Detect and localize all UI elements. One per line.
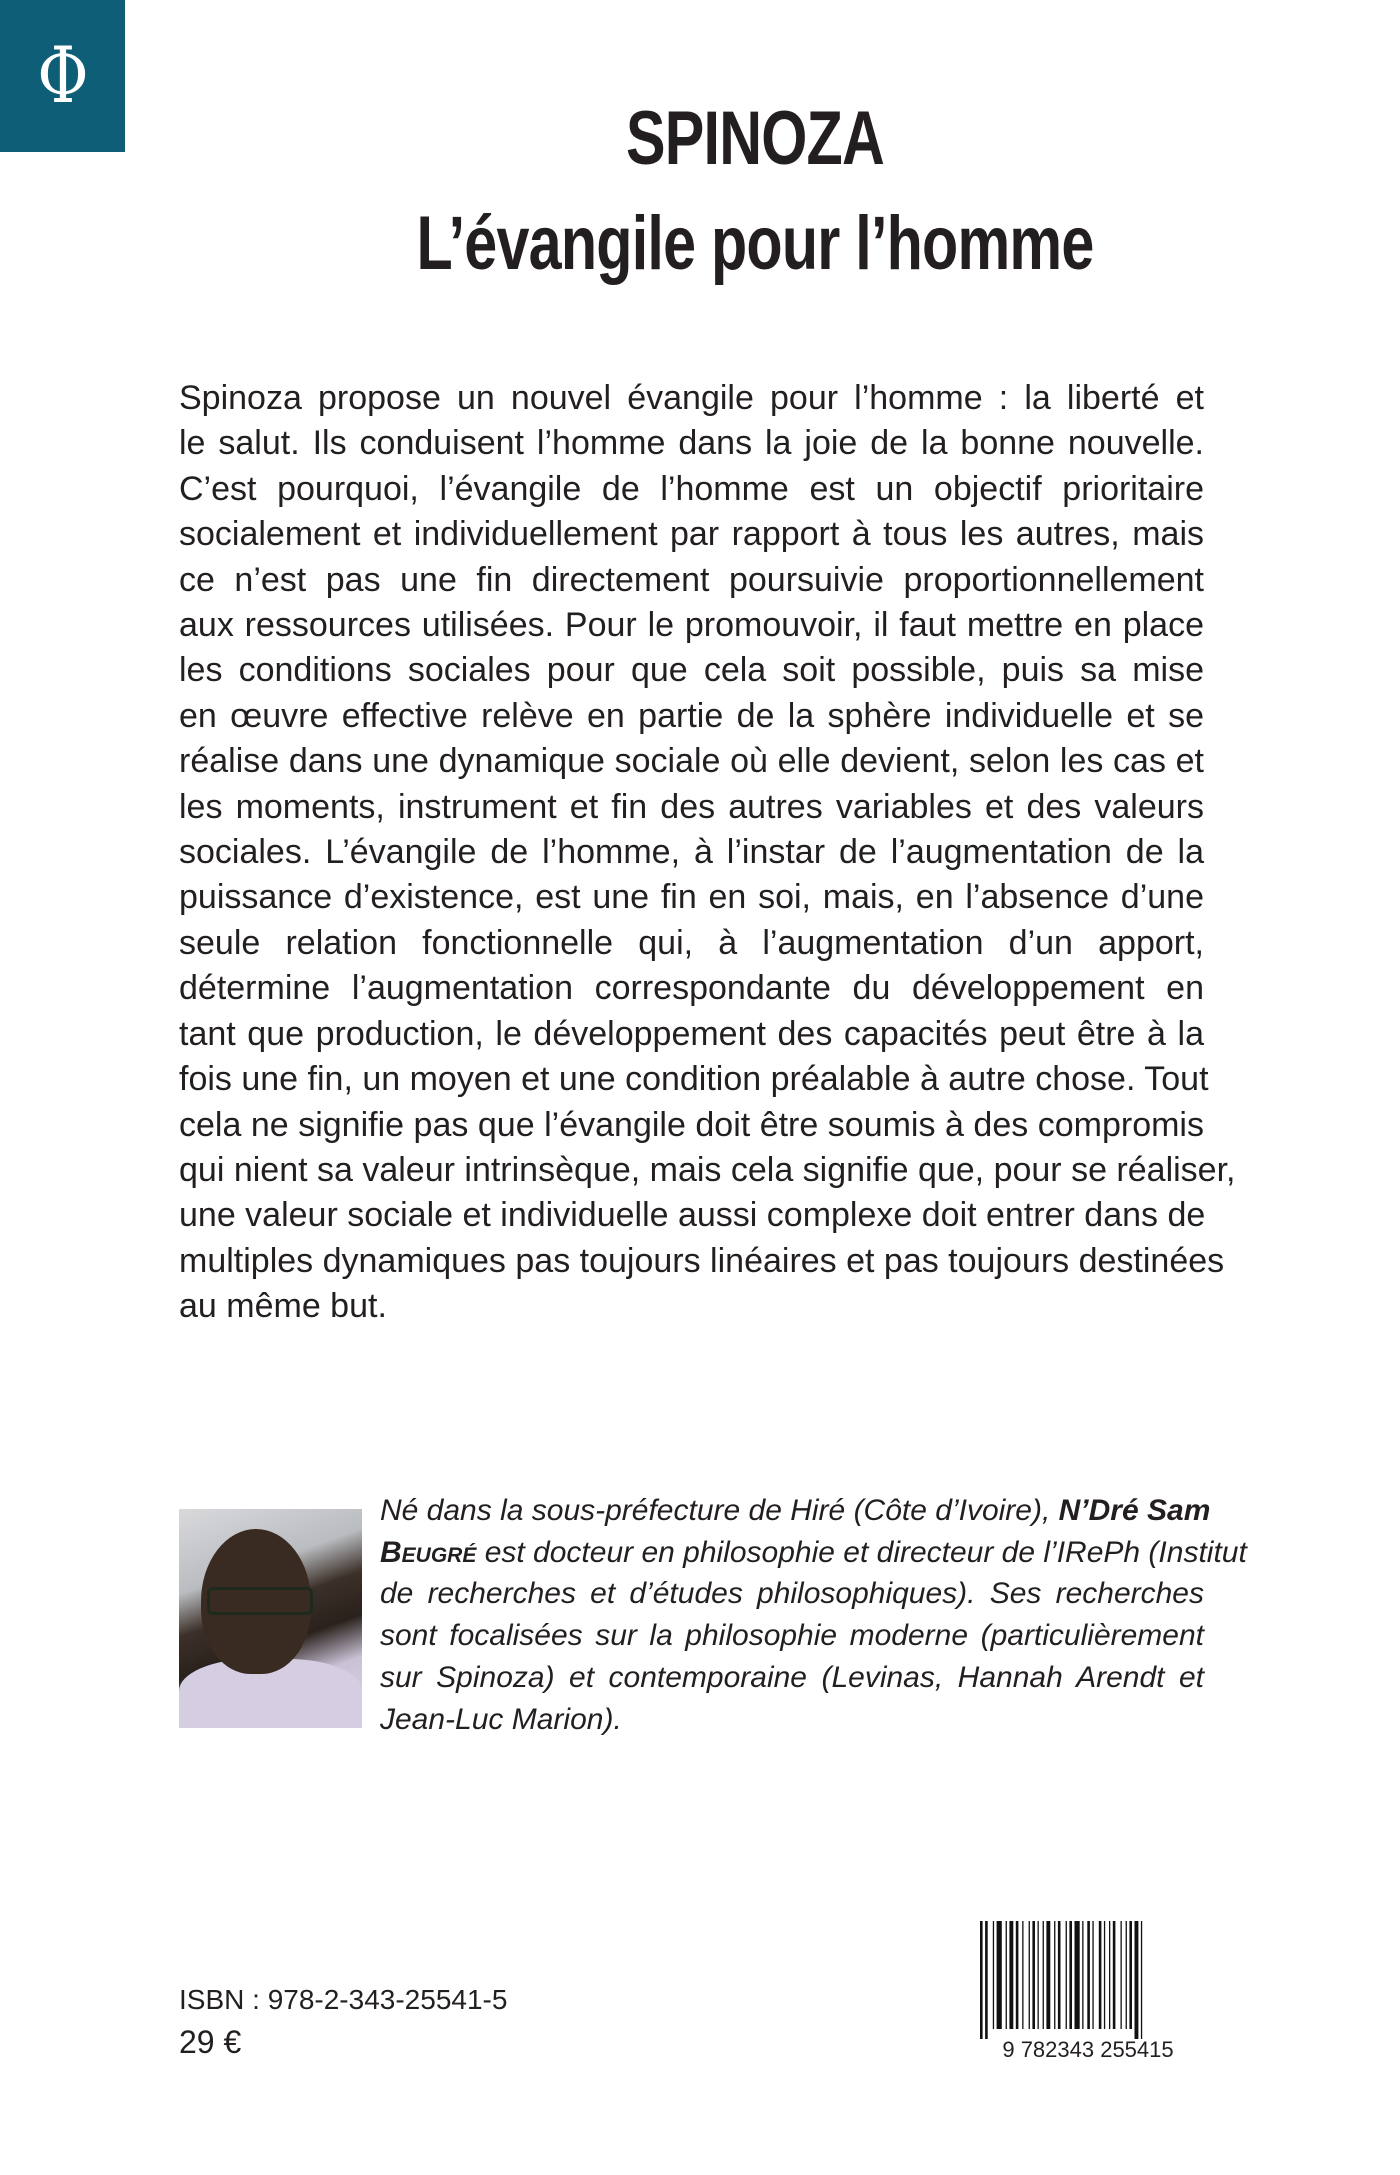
bio-text: Né dans la sous-préfecture de Hiré (Côte d’Ivoire), <box>380 1494 1059 1527</box>
bio-text: de recherches et d’études philosophiques). Ses recherches <box>380 1577 1204 1611</box>
summary-line: tant que production, le développement des capacités peut être à la <box>179 1014 1204 1053</box>
summary-line: une valeur sociale et individuelle aussi complexe doit entrer dans de <box>179 1196 1206 1235</box>
isbn: ISBN : 978-2-343-25541-5 <box>179 1984 508 2015</box>
summary-line: seule relation fonctionnelle qui, à l’augmentation d’un apport, <box>179 923 1204 962</box>
author-name: N’Dré Sam <box>1058 1494 1211 1527</box>
summary-line: réalise dans une dynamique sociale où elle devient, selon les cas et <box>179 742 1204 781</box>
barcode-digits: 9 782343 255415 <box>1002 2037 1174 2061</box>
book-title: SPINOZA <box>625 96 885 181</box>
book-subtitle: L’évangile pour l’homme <box>416 201 1094 286</box>
summary-line: fois une fin, un moyen et une condition préalable à autre chose. Tout <box>179 1060 1209 1099</box>
summary-line: ce n’est pas une fin directement poursuivie proportionnellement <box>179 560 1204 599</box>
price: 29 € <box>179 2024 242 2060</box>
summary-line: aux ressources utilisées. Pour le promouvoir, il faut mettre en place <box>179 606 1204 645</box>
bio-text: sur Spinoza) et contemporaine (Levinas, Hannah Arendt et <box>380 1660 1204 1694</box>
summary-line: cela ne signifie pas que l’évangile doit être soumis à des compromis <box>179 1105 1204 1144</box>
summary-line: Spinoza propose un nouvel évangile pour l’homme : la liberté et <box>179 379 1204 417</box>
summary-line: détermine l’augmentation correspondante du développement en <box>179 969 1204 1008</box>
barcode <box>968 1921 1208 2061</box>
summary-text <box>179 376 1236 1330</box>
bio-text: sont focalisées sur la philosophie moderne (particulièrement <box>380 1619 1204 1653</box>
summary-line: C’est pourquoi, l’évangile de l’homme est un objectif prioritaire <box>179 469 1204 508</box>
summary-line: les moments, instrument et fin des autres variables et des valeurs <box>179 787 1204 826</box>
bio-text: Jean-Luc Marion). <box>380 1702 622 1736</box>
summary-line: les conditions sociales pour que cela soit possible, puis sa mise <box>179 651 1204 690</box>
summary-line: puissance d’existence, est une fin en soi, mais, en l’absence d’une <box>179 878 1204 917</box>
publisher-logo <box>0 0 125 152</box>
summary-line: au même but. <box>179 1287 387 1326</box>
phi-logo-icon: Φ <box>36 31 89 121</box>
author-photo <box>179 1509 362 1728</box>
summary-line: socialement et individuellement par rapport à tous les autres, mais <box>179 515 1204 554</box>
summary-line: qui nient sa valeur intrinsèque, mais cela signifie que, pour se réaliser, <box>179 1150 1236 1189</box>
summary-line: en œuvre effective relève en partie de la sphère individuelle et se <box>179 696 1204 735</box>
author-bio <box>380 1490 1247 1740</box>
summary-line: le salut. Ils conduisent l’homme dans la joie de la bonne nouvelle. <box>179 424 1204 463</box>
summary-line: sociales. L’évangile de l’homme, à l’instar de l’augmentation de la <box>179 833 1204 872</box>
bio-text: est docteur en philosophie et directeur de l’IRePh (Institut <box>476 1535 1247 1569</box>
author-surname: Beugré <box>380 1535 477 1569</box>
summary-line: multiples dynamiques pas toujours linéaires et pas toujours destinées <box>179 1241 1225 1280</box>
